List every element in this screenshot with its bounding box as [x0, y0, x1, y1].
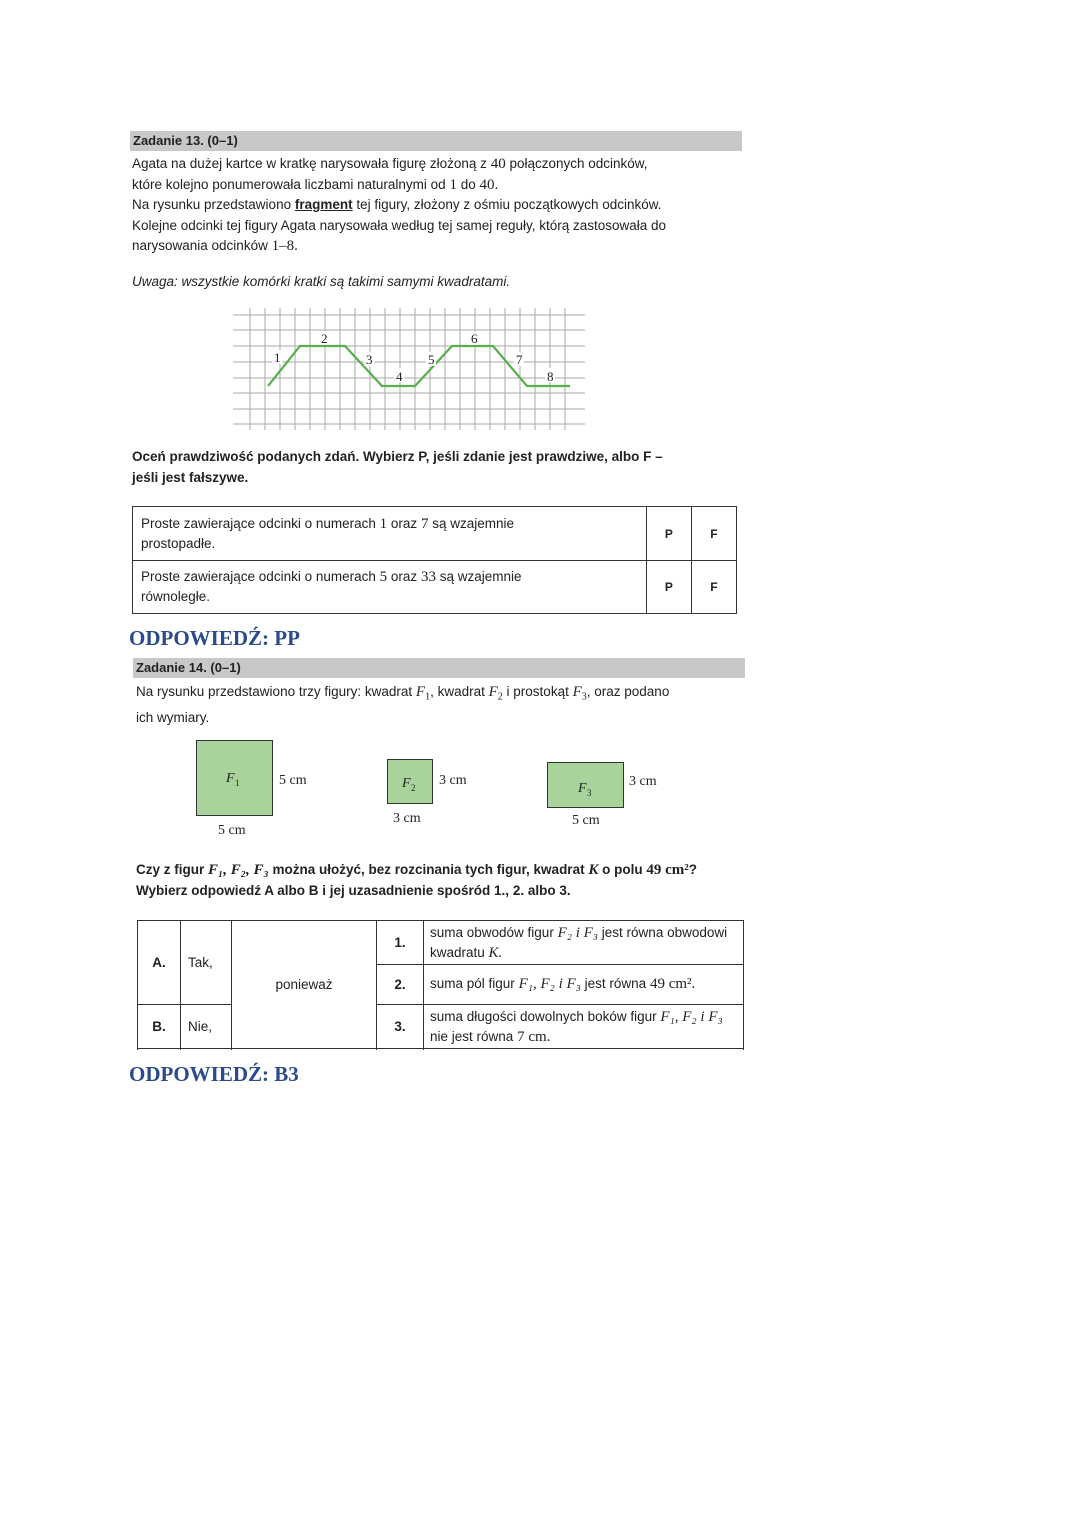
reason-3-num[interactable]: 3. — [377, 1005, 424, 1049]
segment-label-7: 7 — [516, 352, 523, 367]
f2-side-label: 3 cm — [439, 773, 467, 788]
segment-label-5: 5 — [428, 352, 435, 367]
task14-answer: ODPOWIEDŹ: B3 — [129, 1062, 299, 1086]
task14-question: Czy z figur F₁, F₂, F₃ można ułożyć, bez rozcinania tych figur, kwadrat K o polu 49 cm²? Wybierz odpowiedź A albo B i jej uzasadnienie spośród 1., 2. albo 3. — [136, 862, 698, 898]
grid-lines — [233, 308, 585, 430]
figure-f1 — [196, 740, 274, 817]
true-false-table — [132, 506, 737, 614]
option-b-text[interactable]: Nie, — [181, 1005, 232, 1049]
f2-bottom-label: 3 cm — [393, 811, 421, 826]
task13-header: Zadanie 13. (0–1) — [130, 131, 742, 151]
option-a-letter[interactable]: A. — [138, 921, 181, 1005]
figure-f2 — [387, 759, 434, 805]
task14-header: Zadanie 14. (0–1) — [133, 658, 745, 678]
reason-1-num[interactable]: 1. — [377, 921, 424, 965]
choice-p-2[interactable]: P — [646, 561, 691, 614]
choice-p-1[interactable]: P — [646, 507, 691, 561]
task13-intro: Agata na dużej kartce w kratkę narysowała figurę złożoną z 40 połączonych odcinków, które kolejno ponumerowała liczbami naturalnymi od 1 do 40. Na rysunku przedstawiono fragment tej figury, złożony z ośmiu początkowych odcinków. Kolejne odcinki tej figury Agata narysowała według tej samej reguły, którą zastosowała do narysowania odcinków 1–8. — [132, 156, 667, 254]
f3-side-label: 3 cm — [629, 774, 657, 789]
segment-label-8: 8 — [547, 369, 554, 384]
f1-label: F — [226, 771, 235, 786]
f1-sub: 1 — [235, 778, 240, 788]
segment-label-4: 4 — [396, 369, 403, 384]
tf-row — [133, 507, 737, 561]
statement-2: Proste zawierające odcinki o numerach 5 oraz 33 są wzajemnie równoległe. — [133, 561, 647, 614]
tf-row — [133, 561, 737, 614]
green-path — [268, 346, 570, 386]
statement-1: Proste zawierające odcinki o numerach 1 oraz 7 są wzajemnie prostopadłe. — [133, 507, 647, 561]
segment-label-6: 6 — [471, 331, 478, 346]
task14-intro: Na rysunku przedstawiono trzy figury: kwadrat $F_1$, kwadrat $F_2$ i prostokąt $F_3$, oraz podano ich wymiary. — [136, 684, 670, 726]
figure-f3 — [547, 762, 625, 808]
f3-bottom-label: 5 cm — [572, 813, 600, 828]
f1-bottom-label: 5 cm — [218, 823, 246, 838]
fragment-emphasis: fragment — [294, 197, 353, 212]
segment-label-1: 1 — [274, 350, 281, 365]
task13-instruction: Oceń prawdziwość podanych zdań. Wybierz P, jeśli zdanie jest prawdziwe, albo F – jeśli jest fałszywe. — [132, 449, 663, 485]
segment-label-2: 2 — [321, 331, 328, 346]
ab-divider — [137, 1004, 221, 1005]
option-a-text[interactable]: Tak, — [181, 921, 232, 1005]
reason-2-num[interactable]: 2. — [377, 965, 424, 1005]
reason-1[interactable]: suma obwodów figur F₂ i F₃ jest równa obwodowi kwadratu K. — [424, 921, 744, 965]
f2-sub: 2 — [411, 783, 416, 793]
f3-label: F — [578, 781, 587, 796]
connector: ponieważ — [232, 921, 377, 1049]
reason-2[interactable]: suma pól figur F₁, F₂ i F₃ jest równa 49 cm². — [424, 965, 744, 1005]
choice-f-2[interactable]: F — [691, 561, 736, 614]
segment-label-3: 3 — [366, 352, 373, 367]
f2-label: F — [402, 776, 411, 791]
f3-sub: 3 — [587, 788, 592, 798]
task13-answer: ODPOWIEDŹ: PP — [129, 626, 300, 650]
grid-figure — [230, 305, 590, 435]
task13-note: Uwaga: wszystkie komórki kratki są takimi samymi kwadratami. — [132, 274, 511, 289]
option-b-letter[interactable]: B. — [138, 1005, 181, 1049]
choice-f-1[interactable]: F — [691, 507, 736, 561]
f1-side-label: 5 cm — [279, 773, 307, 788]
reason-3[interactable]: suma długości dowolnych boków figur F₁, F₂ i F₃ nie jest równa 7 cm. — [424, 1005, 744, 1049]
answer-table — [137, 920, 744, 1049]
